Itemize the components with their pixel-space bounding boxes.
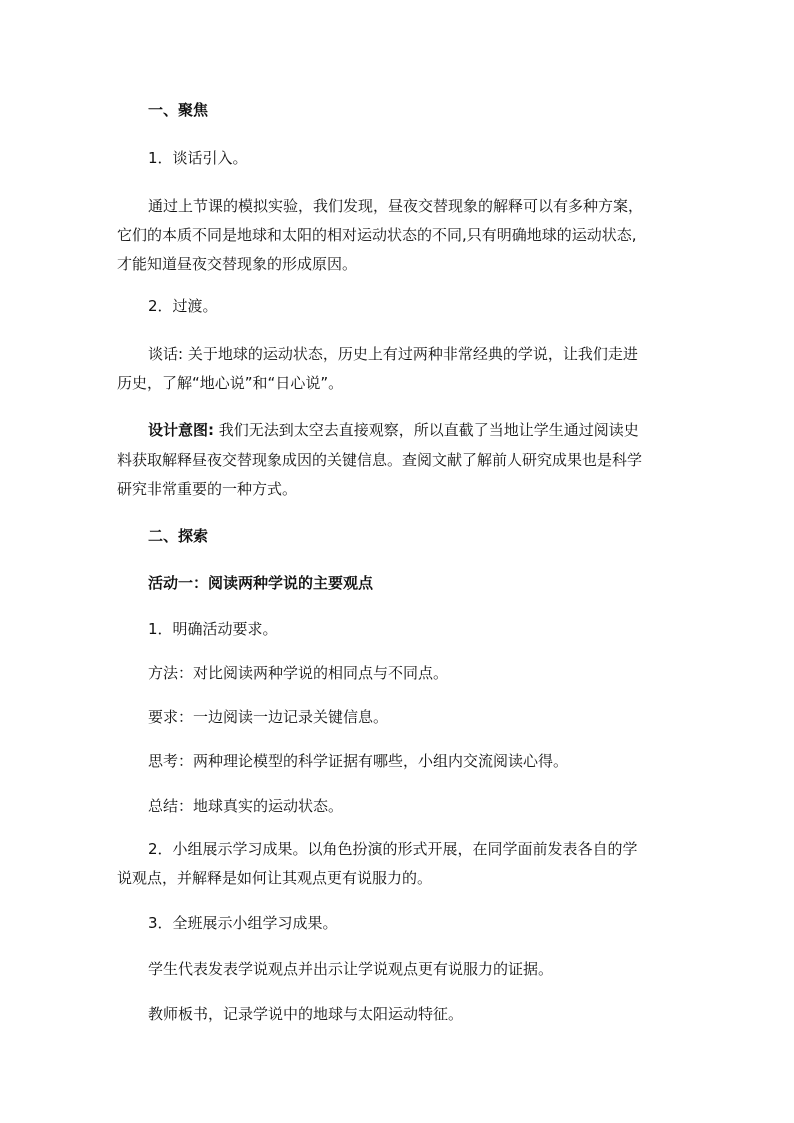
design-intent-text: 我们无法到太空去直接观察，所以直截了当地让学生通过阅读史 — [214, 421, 639, 439]
talk-text: 关于地球的运动状态，历史上有过两种非常经典的学说，让我们走进 — [183, 345, 638, 363]
student-rep-text: 学生代表发表学说观点并出示让学说观点更有说服力的证据。 — [148, 960, 554, 978]
section-heading-focus: 一、聚焦 — [148, 101, 209, 119]
intro-paragraph-line-3: 才能知道昼夜交替现象的形成原因。 — [117, 255, 358, 273]
step-group-show-line-1: 2．小组展示学习成果。以角色扮演的形式开展，在同学面前发表各自的学 — [148, 840, 638, 858]
step-group-show-line-2: 说观点，并解释是如何让其观点更有说服力的。 — [117, 869, 433, 887]
design-intent-label: 设计意图: — [148, 421, 214, 439]
teacher-board-text: 教师板书，记录学说中的地球与太阳运动特征。 — [148, 1005, 464, 1023]
requirement-text: 要求：一边阅读一边记录关键信息。 — [148, 708, 389, 726]
method-text: 方法：对比阅读两种学说的相同点与不同点。 — [148, 664, 449, 682]
section-heading-explore: 二、探索 — [148, 527, 209, 545]
activity-title: 活动一：阅读两种学说的主要观点 — [148, 574, 374, 592]
talk-paragraph-line-1 — [148, 345, 688, 363]
talk-paragraph-line-2: 历史，了解“地心说”和“日心说”。 — [117, 374, 344, 392]
think-text: 思考：两种理论模型的科学证据有哪些，小组内交流阅读心得。 — [148, 752, 569, 770]
step-talk-intro: 1．谈话引入。 — [148, 149, 248, 167]
step-class-show: 3．全班展示小组学习成果。 — [148, 914, 338, 932]
talk-label: 谈话: — [148, 345, 184, 363]
design-intent-line-2: 料获取解释昼夜交替现象成因的关键信息。查阅文献了解前人研究成果也是科学 — [117, 451, 643, 469]
design-intent-line-3: 研究非常重要的一种方式。 — [117, 480, 298, 498]
intro-paragraph-line-1: 通过上节课的模拟实验，我们发现，昼夜交替现象的解释可以有多种方案， — [148, 197, 644, 215]
step-transition: 2．过渡。 — [148, 297, 218, 315]
intro-paragraph-line-2: 它们的本质不同是地球和太阳的相对运动状态的不同,只有明确地球的运动状态, — [117, 226, 637, 244]
summary-text: 总结：地球真实的运动状态。 — [148, 797, 344, 815]
step-clarify-requirements: 1．明确活动要求。 — [148, 620, 278, 638]
design-intent-line-1 — [148, 421, 688, 439]
